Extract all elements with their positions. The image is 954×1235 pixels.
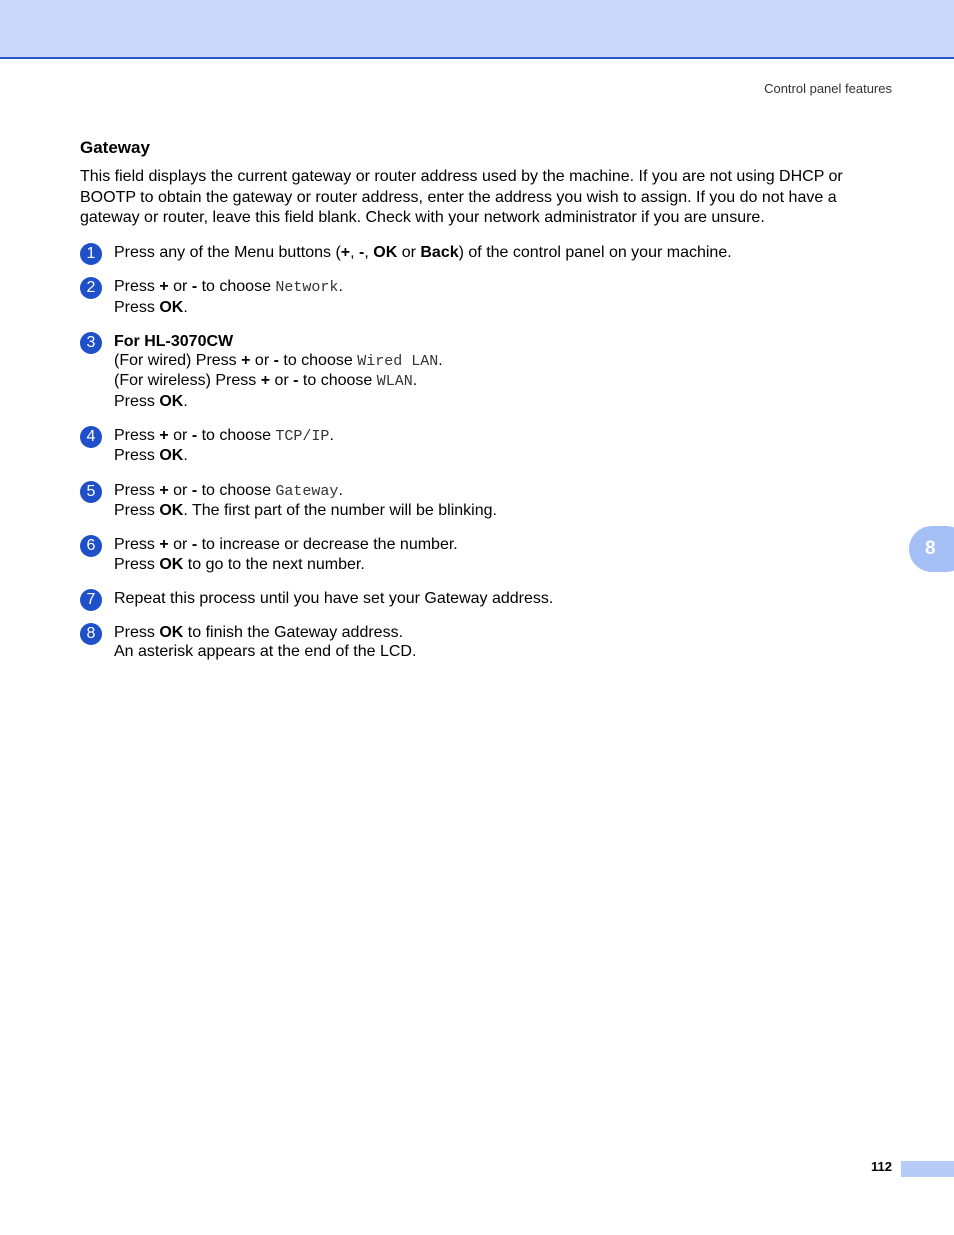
step-text: Press OK to finish the Gateway address. An asterisk appears at the end of the LCD. bbox=[114, 624, 417, 661]
step-item bbox=[80, 481, 892, 521]
section-title: Gateway bbox=[80, 138, 150, 157]
section-intro: This field displays the current gateway or router address used by the machine. If you are not using DHCP or BOOTP to obtain the gateway or router address, enter the address you wish to assign. If you do not have a gateway or router, leave this field blank. Check with your network administrator if you are unsure. bbox=[80, 168, 843, 226]
step-item bbox=[80, 535, 892, 574]
page-number: 112 bbox=[871, 1159, 892, 1174]
step-number-badge: 4 bbox=[80, 426, 102, 448]
step-number-badge: 7 bbox=[80, 589, 102, 611]
step-item bbox=[80, 332, 892, 411]
step-text: For HL-3070CW (For wired) Press + or - to choose Wired LAN. (For wireless) Press + or - to choose WLAN. Press OK. bbox=[114, 332, 443, 410]
step-number-badge: 6 bbox=[80, 535, 102, 557]
step-item bbox=[80, 426, 892, 466]
step-item bbox=[80, 623, 892, 662]
step-item bbox=[80, 589, 892, 608]
running-header: Control panel features bbox=[764, 81, 892, 96]
step-text: Press any of the Menu buttons (+, -, OK or Back) of the control panel on your machine. bbox=[114, 244, 732, 261]
step-number-badge: 5 bbox=[80, 481, 102, 503]
step-number-badge: 8 bbox=[80, 623, 102, 645]
step-text: Press + or - to choose TCP/IP. Press OK. bbox=[114, 427, 334, 465]
step-number-badge: 2 bbox=[80, 277, 102, 299]
step-text: Repeat this process until you have set your Gateway address. bbox=[114, 589, 554, 607]
chapter-tab: 8 bbox=[909, 526, 954, 572]
header-band bbox=[0, 0, 954, 59]
step-item bbox=[80, 243, 892, 262]
step-text: Press + or - to increase or decrease the number. Press OK to go to the next number. bbox=[114, 536, 458, 573]
step-text: Press + or - to choose Network. Press OK. bbox=[114, 278, 343, 316]
step-text: Press + or - to choose Gateway. Press OK. The first part of the number will be blinking. bbox=[114, 481, 497, 519]
step-list bbox=[80, 243, 892, 662]
step-number-badge: 1 bbox=[80, 243, 102, 265]
page-number-bar bbox=[901, 1161, 954, 1177]
step-item bbox=[80, 277, 892, 317]
step-number-badge: 3 bbox=[80, 332, 102, 354]
